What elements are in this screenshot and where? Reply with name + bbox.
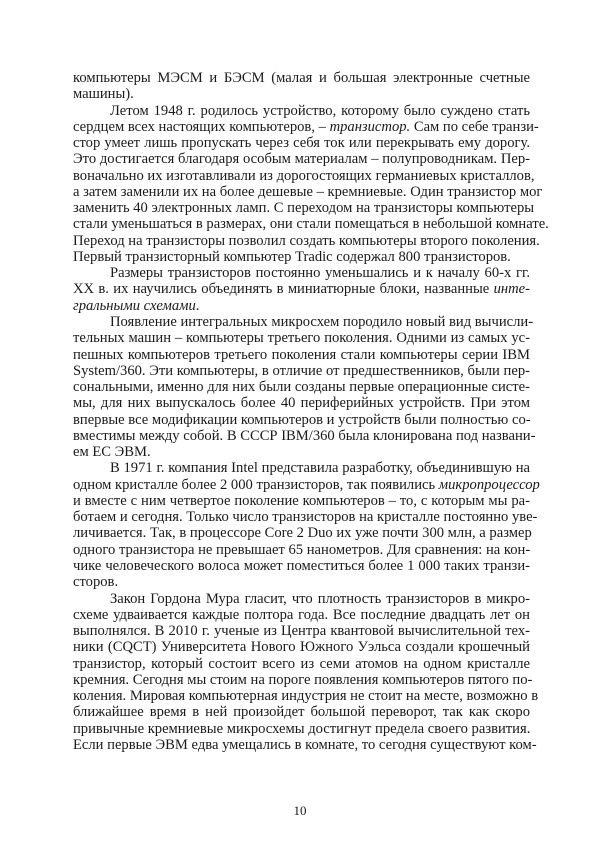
text-line	[73, 313, 534, 330]
text-line	[73, 412, 530, 428]
page-number: 10	[293, 803, 307, 818]
text-line	[73, 249, 530, 265]
text-span: ем ЕС ЭВМ.	[73, 444, 151, 461]
text-span: сердцем всех настоящих компьютеров, –	[73, 118, 330, 135]
text-span: компьютеры МЭСМ и БЭСМ (малая и большая электронные счетные	[73, 70, 530, 86]
text-span: и вместе с ним четвертое поколение компьютеров – то, с которым мы ра-	[73, 492, 530, 509]
text-span: тельных машин – компьютеры третьего поколения. Одними из самых ус-	[73, 330, 530, 347]
text-span: чике человеческого волоса может поместиться более 1 000 таких транзи-	[73, 557, 530, 574]
text-span: мы, для них выпускалось более 40 периферийных устройств. При этом	[73, 395, 530, 412]
text-line	[73, 671, 533, 688]
text-line	[73, 281, 530, 297]
text-span: личивается. Так, в процессоре Core 2 Duo их уже почти 300 млн, а размер	[73, 525, 532, 542]
text-span: Это достигается благодаря особым материалам – полупроводникам. Пер-	[73, 151, 530, 168]
text-span: ники (CQCT) Университета Нового Южного Уэльса создали крошечный	[73, 639, 530, 656]
text-line	[73, 298, 530, 314]
text-line	[73, 493, 530, 509]
text-line	[73, 591, 530, 607]
text-span: одного транзистора не превышает 65 нанометров. Для сравнения: на кон-	[73, 541, 531, 558]
text-line	[73, 167, 535, 184]
paragraph	[73, 70, 530, 103]
text-span: сторов.	[73, 574, 119, 591]
text-span: Закон Гордона Мура гласит, что плотность транзисторов в микро-	[110, 590, 530, 607]
text-span: стор умеет лишь пропускать через себя ток или перекрывать ему дорогу.	[73, 135, 530, 152]
text-line	[73, 265, 530, 281]
text-line	[73, 200, 535, 217]
text-line	[73, 379, 530, 395]
text-line	[73, 216, 549, 233]
text-line	[73, 232, 540, 249]
text-span: сональными, именно для них были созданы первые операционные систе-	[73, 379, 530, 396]
text-span: одном кристалле более 2 000 транзисторов, так появились	[73, 476, 439, 493]
italic-term: микропроцессор	[438, 476, 540, 493]
text-line	[73, 525, 530, 541]
text-span: XX в. их научились объединять в миниатюрные блоки, названные	[73, 281, 494, 298]
text-span: а затем заменили их на более дешевые – кремниевые. Один транзистор мог	[73, 183, 543, 200]
paragraph	[73, 460, 540, 591]
text-line	[73, 151, 530, 167]
text-span: транзистор, который состоит всего из семи атомов на одном кристалле	[73, 655, 530, 672]
text-line	[73, 607, 530, 623]
text-span: коления. Мировая компьютерная индустрия не стоит на месте, возможно в	[73, 688, 539, 705]
text-span: выполнялся. В 2010 г. ученые из Центра квантовой вычислительной тех-	[73, 623, 530, 640]
paragraph	[73, 313, 536, 461]
text-span: В 1971 г. компания Intel представила разработку, объединившую на	[110, 460, 530, 477]
text-span: Переход на транзисторы позволил создать компьютеры второго поколения.	[73, 232, 540, 249]
text-line	[73, 476, 540, 493]
text-line	[73, 70, 530, 86]
italic-term: инте-	[493, 281, 530, 298]
text-span: стали уменьшаться в размерах, они стали помещаться в небольшой комнате.	[73, 216, 549, 233]
document-body	[73, 70, 549, 753]
text-span: Размеры транзисторов постоянно уменьшались и к началу 60-х гг.	[110, 265, 530, 282]
text-span: пешных компьютеров третьего поколения стали компьютеры серии IBM	[73, 346, 530, 363]
text-line	[73, 688, 539, 705]
text-line	[73, 736, 537, 753]
text-line	[73, 183, 543, 200]
text-line	[73, 135, 530, 151]
text-span: кремния. Сегодня мы стоим на пороге появления компьютеров пятого по-	[73, 671, 533, 688]
text-span: .	[195, 297, 200, 314]
text-span: машины).	[73, 86, 134, 103]
text-span: Сам по себе транзи-	[410, 118, 539, 135]
paragraph	[73, 265, 530, 314]
text-line	[73, 347, 530, 363]
text-line	[73, 427, 536, 444]
text-line	[73, 363, 530, 379]
text-span: впервые все модификации компьютеров и устройств были полностью со-	[73, 411, 531, 428]
text-span: воначально их изготавливали из дорогостоящих германиевых кристаллов,	[73, 167, 535, 184]
text-span: System/360. Эти компьютеры, в отличие от предшественников, были пер-	[73, 362, 530, 379]
text-line	[73, 86, 530, 102]
text-line	[73, 444, 530, 460]
text-line	[73, 395, 530, 411]
text-line	[73, 656, 530, 672]
text-line	[73, 574, 530, 590]
text-line	[73, 639, 530, 655]
text-line	[73, 542, 530, 558]
text-line	[73, 558, 530, 574]
paragraph	[73, 102, 549, 266]
text-span: ближайшее время в ней произойдет большой переворот, так как скоро	[73, 704, 530, 721]
text-line	[73, 103, 530, 119]
text-span: привычные кремниевые микросхемы достигнут предела своего развития.	[73, 720, 531, 737]
italic-term: гральными схемами	[73, 297, 196, 314]
text-span: вместимы между собой. В СССР IBM/360 была клонирована под названи-	[73, 427, 536, 444]
text-span: Появление интегральных микросхем породило новый вид вычисли-	[110, 313, 534, 330]
italic-term: транзистор.	[329, 118, 411, 135]
text-line	[73, 118, 539, 135]
text-line	[73, 704, 530, 720]
text-span: заменить 40 электронных ламп. С переходом на транзисторы компьютеры	[73, 200, 535, 217]
text-span: схеме удваивается каждые полтора года. Все последние двадцать лет он	[73, 606, 530, 623]
text-line	[73, 330, 530, 346]
text-span: Летом 1948 г. родилось устройство, которому было суждено стать	[110, 102, 530, 119]
text-line	[73, 509, 538, 526]
text-line	[73, 721, 530, 737]
paragraph	[73, 590, 539, 754]
text-span: Если первые ЭВМ едва умещались в комнате, то сегодня существуют ком-	[73, 736, 537, 753]
text-line	[73, 460, 530, 476]
text-span: Первый транзисторный компьютер Tradic содержал 800 транзисторов.	[73, 248, 511, 265]
text-span: ботаем и сегодня. Только число транзисторов на кристалле постоянно уве-	[73, 509, 538, 526]
text-line	[73, 623, 530, 639]
